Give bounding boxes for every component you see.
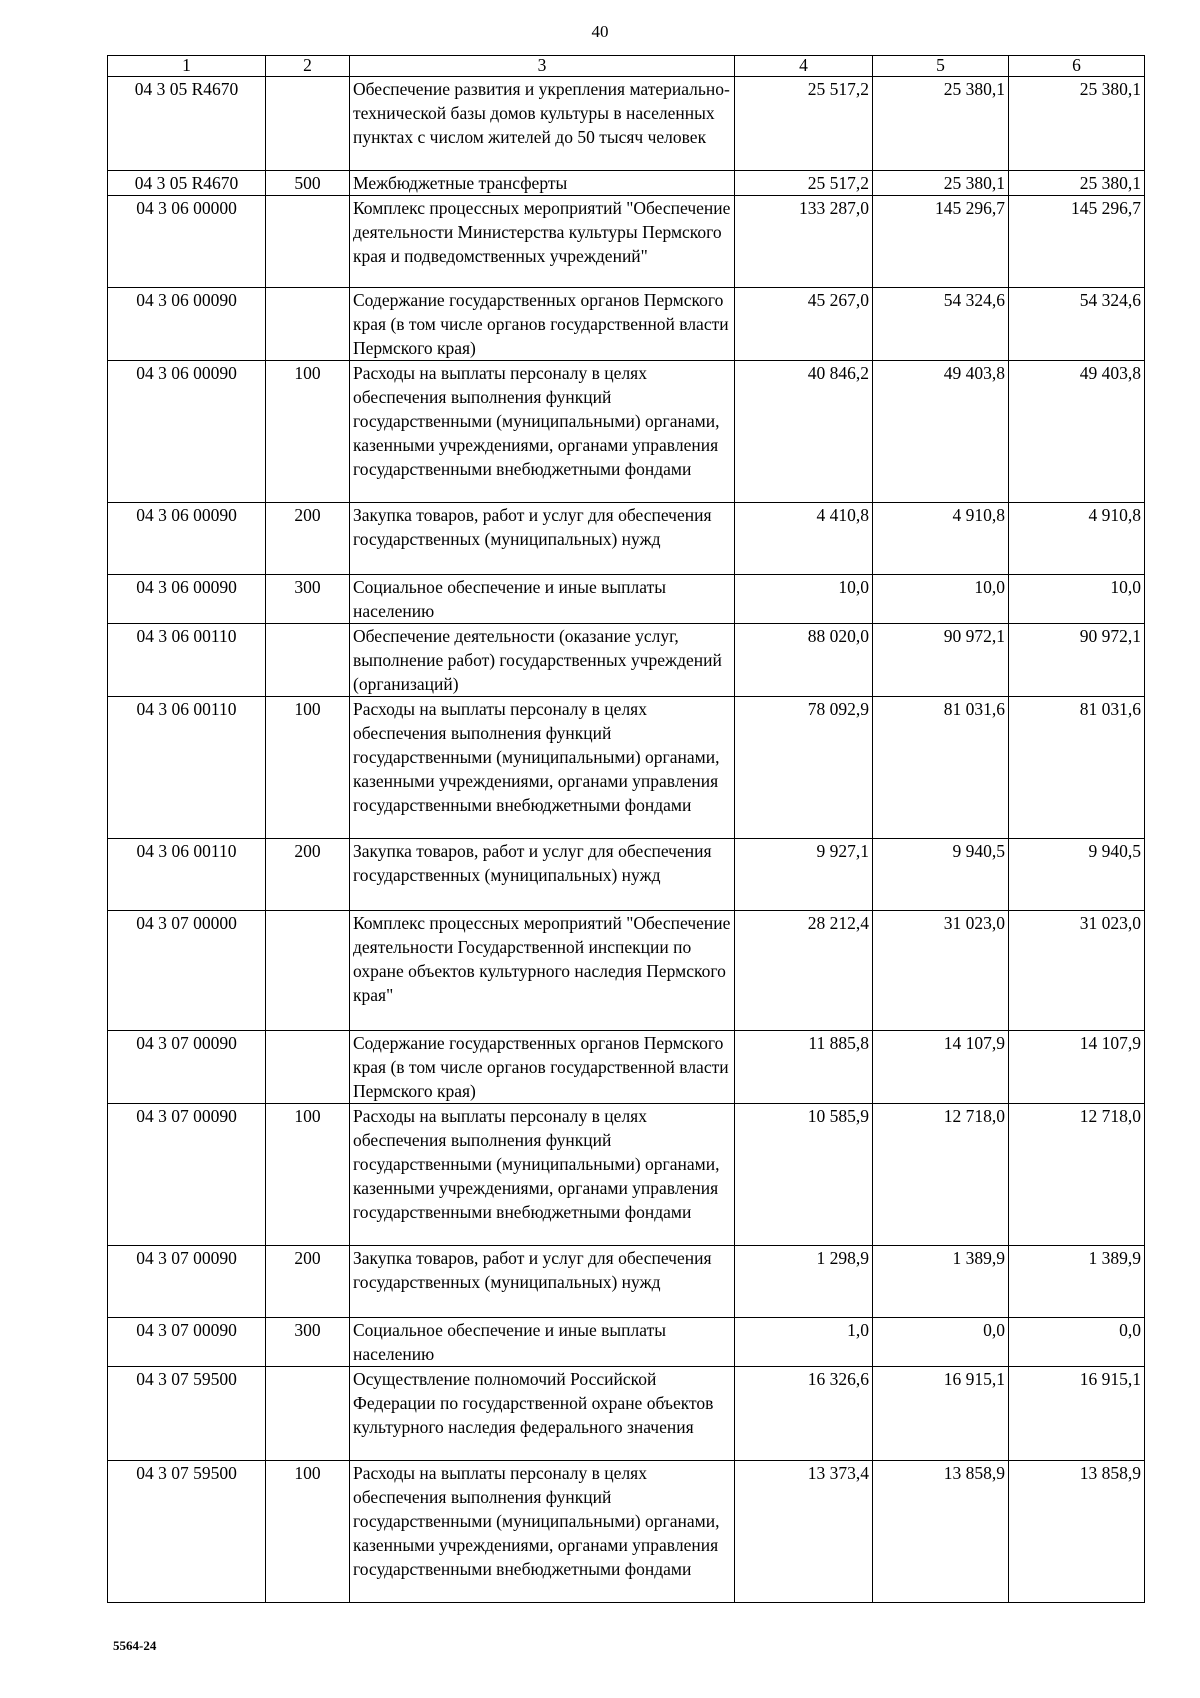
cell-value-col6: 14 107,9 <box>1009 1031 1145 1104</box>
cell-code: 04 3 06 00090 <box>108 361 266 503</box>
cell-expense-type <box>266 196 350 288</box>
table-row <box>108 1246 1145 1318</box>
cell-expense-type: 100 <box>266 1461 350 1603</box>
cell-expense-type <box>266 288 350 361</box>
cell-value-col5: 90 972,1 <box>873 624 1009 697</box>
cell-value-col4: 1,0 <box>735 1318 873 1367</box>
table-header <box>108 56 1145 77</box>
table-row <box>108 911 1145 1031</box>
cell-code: 04 3 07 00000 <box>108 911 266 1031</box>
cell-code: 04 3 07 00090 <box>108 1246 266 1318</box>
table-row <box>108 624 1145 697</box>
cell-value-col4: 16 326,6 <box>735 1367 873 1461</box>
cell-expense-type: 200 <box>266 503 350 575</box>
page-number: 40 <box>591 22 609 41</box>
cell-value-col6: 10,0 <box>1009 575 1145 624</box>
cell-value-col6: 54 324,6 <box>1009 288 1145 361</box>
cell-expense-type: 200 <box>266 839 350 911</box>
table-row <box>108 1461 1145 1603</box>
table-row <box>108 503 1145 575</box>
cell-value-col5: 10,0 <box>873 575 1009 624</box>
header-col-5: 5 <box>873 56 1009 77</box>
cell-value-col4: 40 846,2 <box>735 361 873 503</box>
cell-value-col6: 25 380,1 <box>1009 171 1145 196</box>
cell-code: 04 3 07 00090 <box>108 1318 266 1367</box>
cell-code: 04 3 06 00090 <box>108 288 266 361</box>
cell-description: Обеспечение развития и укрепления материально-технической базы домов культуры в населенных пунктах с числом жителей до 50 тысяч человек <box>350 77 735 171</box>
cell-expense-type: 200 <box>266 1246 350 1318</box>
cell-value-col4: 1 298,9 <box>735 1246 873 1318</box>
cell-value-col5: 25 380,1 <box>873 171 1009 196</box>
cell-value-col5: 12 718,0 <box>873 1104 1009 1246</box>
cell-expense-type <box>266 624 350 697</box>
cell-description: Содержание государственных органов Пермского края (в том числе органов государственной власти Пермского края) <box>350 1031 735 1104</box>
cell-code: 04 3 06 00110 <box>108 697 266 839</box>
cell-description: Расходы на выплаты персоналу в целях обеспечения выполнения функций государственными (муниципальными) органами, казенными учреждениями, органами управления государственными внебюджетными фондами <box>350 697 735 839</box>
header-col-1: 1 <box>108 56 266 77</box>
table-row <box>108 171 1145 196</box>
cell-code: 04 3 06 00000 <box>108 196 266 288</box>
cell-value-col5: 25 380,1 <box>873 77 1009 171</box>
header-col-6: 6 <box>1009 56 1145 77</box>
cell-code: 04 3 06 00090 <box>108 503 266 575</box>
cell-expense-type <box>266 1031 350 1104</box>
header-row <box>108 56 1145 77</box>
cell-expense-type: 500 <box>266 171 350 196</box>
cell-description: Расходы на выплаты персоналу в целях обеспечения выполнения функций государственными (муниципальными) органами, казенными учреждениями, органами управления государственными внебюджетными фондами <box>350 1461 735 1603</box>
table-row <box>108 196 1145 288</box>
cell-description: Расходы на выплаты персоналу в целях обеспечения выполнения функций государственными (муниципальными) органами, казенными учреждениями, органами управления государственными внебюджетными фондами <box>350 1104 735 1246</box>
cell-code: 04 3 07 59500 <box>108 1367 266 1461</box>
table-row <box>108 1104 1145 1246</box>
cell-expense-type <box>266 77 350 171</box>
table-row <box>108 1031 1145 1104</box>
cell-value-col6: 49 403,8 <box>1009 361 1145 503</box>
cell-description: Обеспечение деятельности (оказание услуг, выполнение работ) государственных учреждений (организаций) <box>350 624 735 697</box>
cell-value-col4: 88 020,0 <box>735 624 873 697</box>
cell-value-col6: 12 718,0 <box>1009 1104 1145 1246</box>
table-row <box>108 1367 1145 1461</box>
cell-value-col5: 54 324,6 <box>873 288 1009 361</box>
cell-value-col6: 9 940,5 <box>1009 839 1145 911</box>
cell-value-col5: 49 403,8 <box>873 361 1009 503</box>
table-row <box>108 575 1145 624</box>
cell-value-col4: 13 373,4 <box>735 1461 873 1603</box>
cell-value-col6: 0,0 <box>1009 1318 1145 1367</box>
cell-value-col5: 81 031,6 <box>873 697 1009 839</box>
cell-value-col4: 28 212,4 <box>735 911 873 1031</box>
budget-table <box>107 55 1145 1603</box>
cell-value-col5: 1 389,9 <box>873 1246 1009 1318</box>
header-col-4: 4 <box>735 56 873 77</box>
cell-expense-type <box>266 1367 350 1461</box>
cell-value-col4: 11 885,8 <box>735 1031 873 1104</box>
cell-description: Социальное обеспечение и иные выплаты населению <box>350 575 735 624</box>
table-row <box>108 288 1145 361</box>
cell-value-col6: 145 296,7 <box>1009 196 1145 288</box>
cell-value-col5: 13 858,9 <box>873 1461 1009 1603</box>
cell-value-col4: 9 927,1 <box>735 839 873 911</box>
table-row <box>108 361 1145 503</box>
cell-description: Комплекс процессных мероприятий "Обеспечение деятельности Министерства культуры Пермского края и подведомственных учреждений" <box>350 196 735 288</box>
cell-description: Закупка товаров, работ и услуг для обеспечения государственных (муниципальных) нужд <box>350 839 735 911</box>
cell-description: Осуществление полномочий Российской Федерации по государственной охране объектов культурного наследия федерального значения <box>350 1367 735 1461</box>
cell-value-col6: 31 023,0 <box>1009 911 1145 1031</box>
cell-description: Социальное обеспечение и иные выплаты населению <box>350 1318 735 1367</box>
header-col-2: 2 <box>266 56 350 77</box>
table-row <box>108 1318 1145 1367</box>
table-row <box>108 839 1145 911</box>
cell-expense-type: 100 <box>266 361 350 503</box>
cell-code: 04 3 07 59500 <box>108 1461 266 1603</box>
cell-value-col5: 14 107,9 <box>873 1031 1009 1104</box>
cell-description: Закупка товаров, работ и услуг для обеспечения государственных (муниципальных) нужд <box>350 503 735 575</box>
table-row <box>108 77 1145 171</box>
cell-value-col4: 25 517,2 <box>735 171 873 196</box>
cell-value-col6: 16 915,1 <box>1009 1367 1145 1461</box>
cell-value-col4: 25 517,2 <box>735 77 873 171</box>
cell-value-col6: 1 389,9 <box>1009 1246 1145 1318</box>
cell-value-col4: 133 287,0 <box>735 196 873 288</box>
cell-value-col6: 90 972,1 <box>1009 624 1145 697</box>
cell-expense-type: 300 <box>266 575 350 624</box>
cell-value-col5: 145 296,7 <box>873 196 1009 288</box>
cell-expense-type: 100 <box>266 1104 350 1246</box>
header-col-3: 3 <box>350 56 735 77</box>
cell-value-col4: 10,0 <box>735 575 873 624</box>
cell-value-col5: 0,0 <box>873 1318 1009 1367</box>
cell-value-col6: 13 858,9 <box>1009 1461 1145 1603</box>
cell-code: 04 3 06 00110 <box>108 624 266 697</box>
cell-code: 04 3 06 00090 <box>108 575 266 624</box>
cell-expense-type: 300 <box>266 1318 350 1367</box>
cell-value-col4: 78 092,9 <box>735 697 873 839</box>
cell-code: 04 3 05 R4670 <box>108 171 266 196</box>
cell-value-col6: 81 031,6 <box>1009 697 1145 839</box>
cell-description: Закупка товаров, работ и услуг для обеспечения государственных (муниципальных) нужд <box>350 1246 735 1318</box>
cell-description: Межбюджетные трансферты <box>350 171 735 196</box>
cell-value-col5: 31 023,0 <box>873 911 1009 1031</box>
cell-description: Расходы на выплаты персоналу в целях обеспечения выполнения функций государственными (муниципальными) органами, казенными учреждениями, органами управления государственными внебюджетными фондами <box>350 361 735 503</box>
cell-value-col6: 4 910,8 <box>1009 503 1145 575</box>
cell-code: 04 3 06 00110 <box>108 839 266 911</box>
cell-expense-type <box>266 911 350 1031</box>
cell-description: Содержание государственных органов Пермского края (в том числе органов государственной власти Пермского края) <box>350 288 735 361</box>
table-row <box>108 697 1145 839</box>
cell-value-col5: 9 940,5 <box>873 839 1009 911</box>
cell-value-col5: 16 915,1 <box>873 1367 1009 1461</box>
cell-value-col4: 10 585,9 <box>735 1104 873 1246</box>
cell-code: 04 3 07 00090 <box>108 1031 266 1104</box>
cell-value-col4: 4 410,8 <box>735 503 873 575</box>
footer-code: 5564-24 <box>113 1638 157 1653</box>
cell-code: 04 3 05 R4670 <box>108 77 266 171</box>
cell-code: 04 3 07 00090 <box>108 1104 266 1246</box>
cell-value-col5: 4 910,8 <box>873 503 1009 575</box>
cell-description: Комплекс процессных мероприятий "Обеспечение деятельности Государственной инспекции по охране объектов культурного наследия Пермского края" <box>350 911 735 1031</box>
cell-value-col4: 45 267,0 <box>735 288 873 361</box>
table-body <box>108 77 1145 1603</box>
cell-expense-type: 100 <box>266 697 350 839</box>
cell-value-col6: 25 380,1 <box>1009 77 1145 171</box>
